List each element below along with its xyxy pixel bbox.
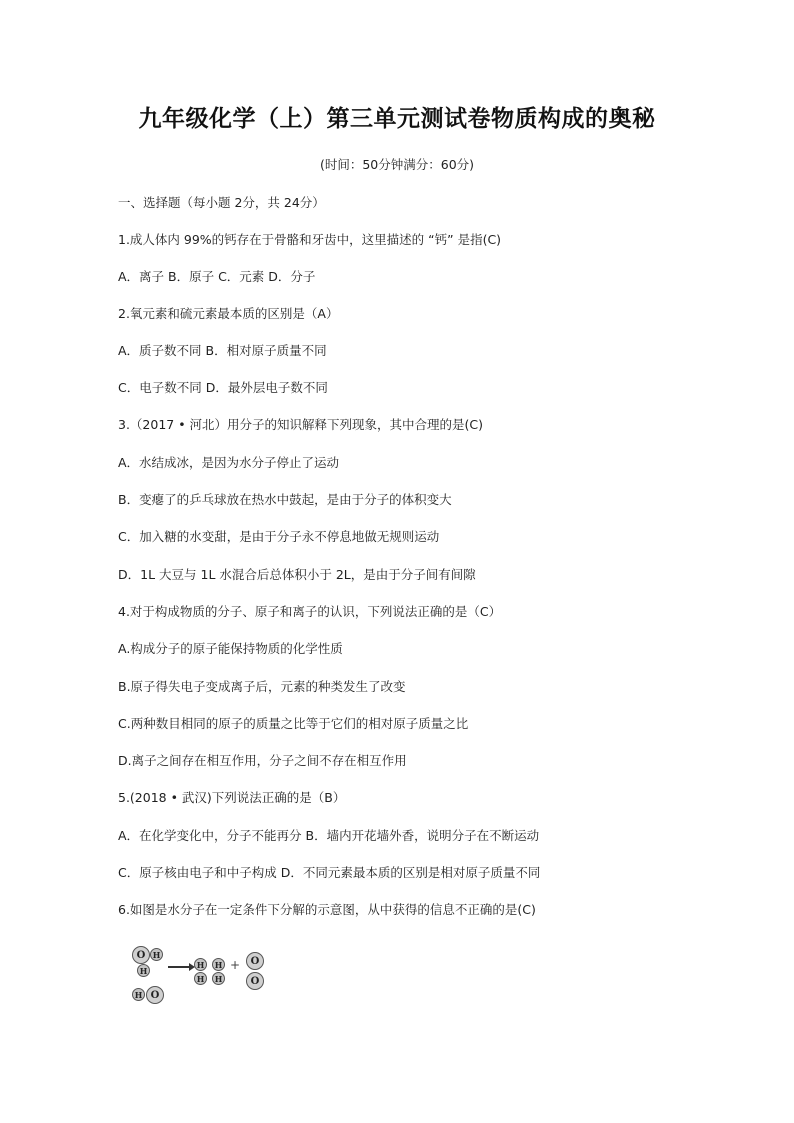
reaction-arrow-icon [168,966,190,968]
hydrogen-atom: H [212,958,225,971]
question-4-option-c: C.两种数目相同的原子的质量之比等于它们的相对原子质量之比 [118,716,469,731]
hydrogen-atom: H [194,972,207,985]
question-3: 3.（2017 • 河北）用分子的知识解释下列现象，其中合理的是(C) [118,417,484,432]
question-3-option-c: C．加入糖的水变甜，是由于分子永不停息地做无规则运动 [118,529,440,544]
hydrogen-atom: H [194,958,207,971]
question-2-options-ab: A．质子数不同 B．相对原子质量不同 [118,343,327,358]
question-3-option-a: A．水结成冰，是因为水分子停止了运动 [118,455,340,470]
hydrogen-atom: H [132,988,145,1001]
question-1-options: A．离子 B．原子 C．元素 D．分子 [118,269,316,284]
water-decomposition-diagram [128,940,278,1010]
question-3-option-d: D．1L 大豆与 1L 水混合后总体积小于 2L，是由于分子间有间隙 [118,567,476,582]
question-5: 5.(2018 • 武汉)下列说法正确的是（B） [118,790,346,805]
hydrogen-atom: H [212,972,225,985]
question-2-options-cd: C．电子数不同 D．最外层电子数不同 [118,380,328,395]
oxygen-atom: O [132,946,150,964]
page-title: 九年级化学（上）第三单元测试卷物质构成的奥秘 [138,105,656,132]
question-4-option-b: B.原子得失电子变成离子后，元素的种类发生了改变 [118,679,406,694]
section-heading: 一、选择题（每小题 2分，共 24分） [118,195,325,210]
question-4-option-d: D.离子之间存在相互作用，分子之间不存在相互作用 [118,753,407,768]
question-5-options-cd: C．原子核由电子和中子构成 D．不同元素最本质的区别是相对原子质量不同 [118,865,541,880]
oxygen-atom: O [146,986,164,1004]
hydrogen-atom: H [150,948,163,961]
question-4-option-a: A.构成分子的原子能保持物质的化学性质 [118,641,343,656]
hydrogen-atom: H [137,964,150,977]
question-3-option-b: B．变瘪了的乒乓球放在热水中鼓起，是由于分子的体积变大 [118,492,452,507]
question-2: 2.氧元素和硫元素最本质的区别是（A） [118,306,339,321]
question-6: 6.如图是水分子在一定条件下分解的示意图，从中获得的信息不正确的是(C) [118,902,536,917]
exam-time-score: (时间：50分钟满分：60分) [319,157,475,172]
question-1: 1.成人体内 99%的钙存在于骨骼和牙齿中，这里描述的 “钙” 是指(C) [118,232,502,247]
plus-sign: + [230,958,241,972]
oxygen-atom: O [246,952,264,970]
oxygen-atom: O [246,972,264,990]
question-4: 4.对于构成物质的分子、原子和离子的认识，下列说法正确的是（C） [118,604,502,619]
question-5-options-ab: A．在化学变化中，分子不能再分 B．墙内开花墙外香，说明分子在不断运动 [118,828,540,843]
